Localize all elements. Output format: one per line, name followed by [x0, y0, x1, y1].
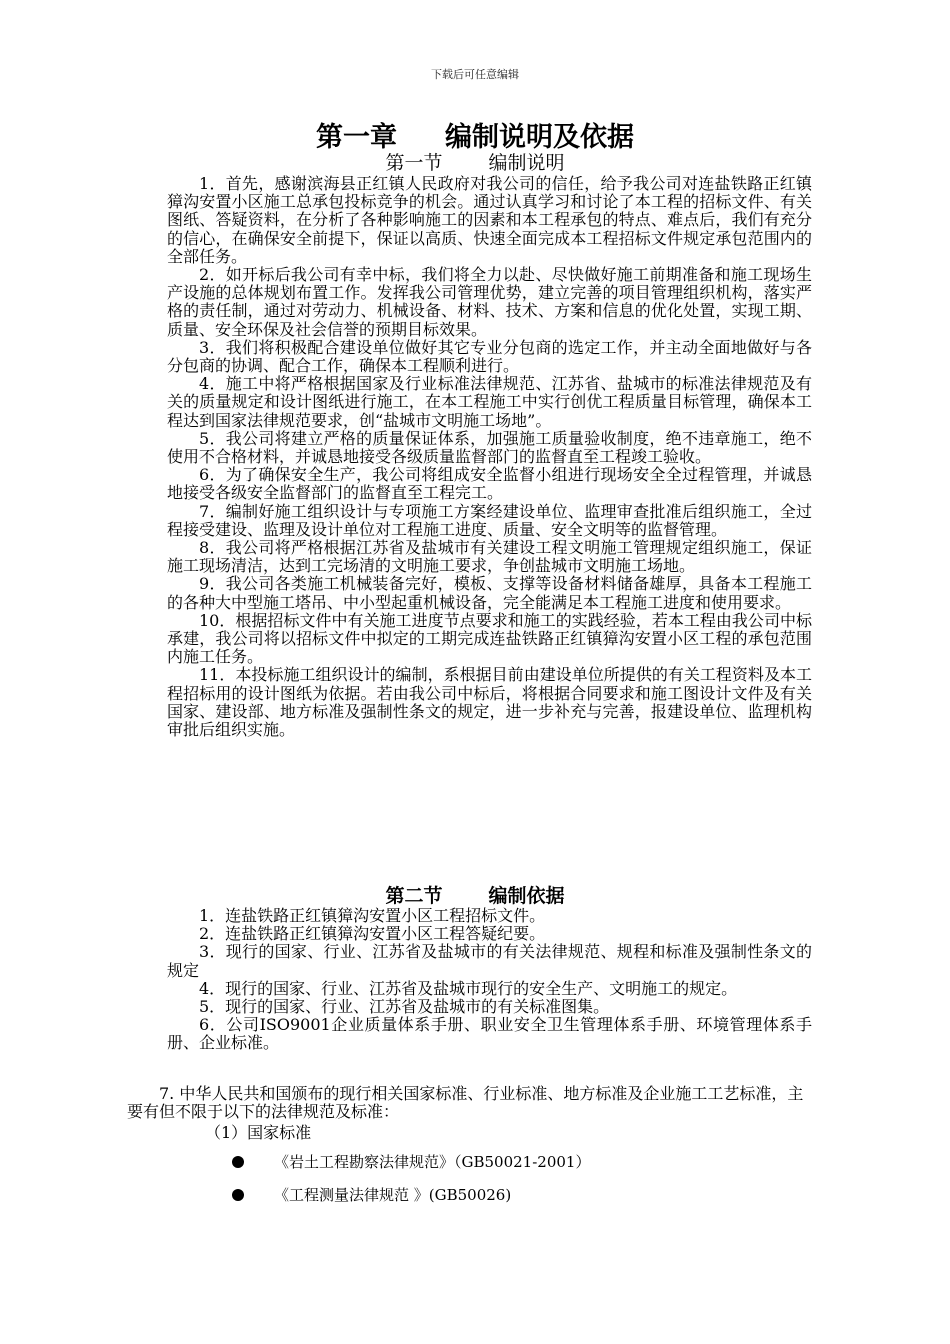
bullet-icon: [232, 1189, 244, 1201]
basis-item-3: 3．现行的国家、行业、江苏省及盐城市的有关法律规范、规程和标准及强制性条文的规定: [167, 942, 812, 980]
section-title: 编制说明: [488, 152, 565, 174]
section-1-body: [167, 175, 812, 739]
paragraph-6: 6．为了确保安全生产，我公司将组成安全监督小组进行现场安全全过程管理，并诚恳地接受各级安全监督部门的监督直至工程完工。: [167, 465, 812, 503]
paragraph-8: 8．我公司将严格根据江苏省及盐城市有关建设工程文明施工管理规定组织施工，保证施工现场清洁，达到工完场清的文明施工要求，争创盐城市文明施工场地。: [167, 538, 812, 576]
paragraph-1: 1．首先，感谢滨海县正红镇人民政府对我公司的信任，给予我公司对连盐铁路正红镇獐沟安置小区施工总承包投标竞争的机会。通过认真学习和讨论了本工程的招标文件、有关图纸、答疑资料，在分析了各种影响施工的因素和本工程承包的特点、难点后，我们有充分的信心，在确保安全前提下，保证以高质、快速全面完成本工程招标文件规定承包范围内的全部任务。: [167, 174, 812, 266]
standard-list-item: [232, 1185, 511, 1205]
chapter-title: 编制说明及依据: [445, 122, 634, 153]
basis-item-4: 4．现行的国家、行业、江苏省及盐城市现行的安全生产、文明施工的规定。: [199, 978, 738, 998]
national-standards-heading: （1）国家标准: [205, 1123, 312, 1142]
paragraph-2: 2．如开标后我公司有幸中标，我们将全力以赴、尽快做好施工前期准备和施工现场生产设施的总体规划布置工作。发挥我公司管理优势，建立完善的项目管理组织机构，落实严格的责任制，通过对劳动力、机械设备、材料、技术、方案和信息的优化处置，实现工期、质量、安全环保及社会信誉的预期目标效果。: [167, 265, 812, 339]
chapter-number: 第一章: [316, 122, 397, 153]
standard-text: 《工程测量法律规范 》(GB50026): [274, 1186, 512, 1204]
section-2-body: [167, 907, 812, 1053]
basis-item-1: 1．连盐铁路正红镇獐沟安置小区工程招标文件。: [199, 906, 546, 925]
section-number: 第二节: [385, 885, 443, 907]
basis-item-7: 7. 中华人民共和国颁布的现行相关国家标准、行业标准、地方标准及企业施工工艺标准，主要有但不限于以下的法律规范及标准：: [127, 1084, 804, 1122]
section-heading-2: [0, 885, 950, 907]
section-number: 第一节: [385, 152, 443, 174]
paragraph-11: 11．本投标施工组织设计的编制，系根据目前由建设单位所提供的有关工程资料及本工程招标用的设计图纸为依据。若由我公司中标后，将根据合同要求和施工图设计文件及有关国家、建设部、地方标准及强制性条文的规定，进一步补充与完善，报建设单位、监理机构审批后组织实施。: [167, 665, 812, 740]
section-title: 编制依据: [488, 885, 565, 907]
paragraph-4: 4．施工中将严格根据国家及行业标准法律规范、江苏省、盐城市的标准法律规范及有关的质量规定和设计图纸进行施工，在本工程施工中实行创优工程质量目标管理，确保本工程达到国家法律规范要求，创“盐城市文明施工场地”。: [167, 374, 812, 430]
standard-list-item: [232, 1152, 590, 1172]
paragraph-9: 9．我公司各类施工机械装备完好，模板、支撑等设备材料储备雄厚，具备本工程施工的各种大中型施工塔吊、中小型起重机械设备，完全能满足本工程施工进度和使用要求。: [167, 574, 812, 612]
section-heading-1: [0, 152, 950, 174]
basis-item-6: 6．公司ISO9001企业质量体系手册、职业安全卫生管理体系手册、环境管理体系手册、企业标准。: [167, 1015, 812, 1053]
paragraph-10: 10．根据招标文件中有关施工进度节点要求和施工的实践经验，若本工程由我公司中标承建，我公司将以招标文件中拟定的工期完成连盐铁路正红镇獐沟安置小区工程的承包范围内施工任务。: [167, 610, 812, 667]
paragraph-5: 5．我公司将建立严格的质量保证体系，加强施工质量验收制度，绝不违章施工，绝不使用不合格材料，并诚恳地接受各级质量监督部门的监督直至工程竣工验收。: [167, 428, 812, 467]
page-header: 下载后可任意编辑: [431, 68, 519, 81]
basis-item-5: 5．现行的国家、行业、江苏省及盐城市的有关标准图集。: [199, 997, 610, 1017]
standard-text: 《岩土工程勘察法律规范》（GB50021-2001）: [274, 1153, 591, 1171]
basis-item-2: 2．连盐铁路正红镇獐沟安置小区工程答疑纪要。: [199, 924, 546, 944]
paragraph-3: 3．我们将积极配合建设单位做好其它专业分包商的选定工作，并主动全面地做好与各分包商的协调、配合工作，确保本工程顺利进行。: [167, 337, 812, 376]
paragraph-7: 7．编制好施工组织设计与专项施工方案经建设单位、监理审查批准后组织施工，全过程接受建设、监理及设计单位对工程施工进度、质量、安全文明等的监督管理。: [167, 501, 812, 539]
bullet-icon: [232, 1156, 244, 1168]
